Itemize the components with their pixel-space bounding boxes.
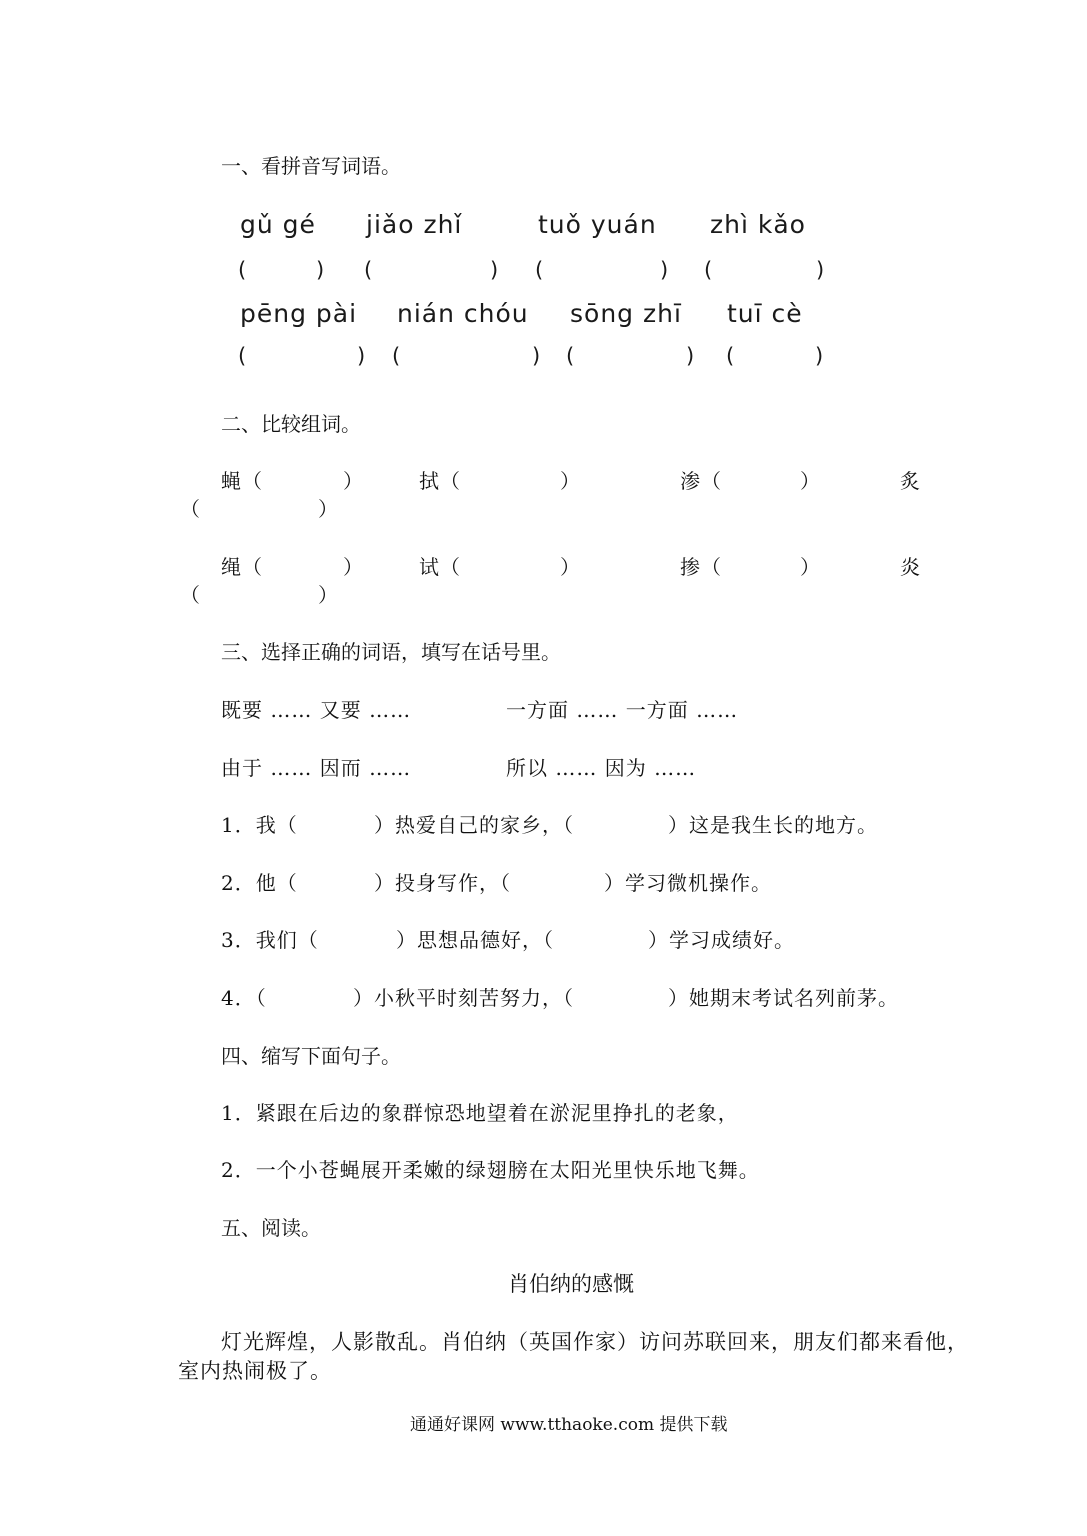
compare-word-3: 渗（	[680, 469, 722, 493]
pinyin-3: tuǒ yuán	[538, 210, 657, 239]
answer-blank-5-close: )	[357, 344, 366, 368]
fill-item-3-end: ）学习成绩好。	[648, 928, 795, 952]
fill-item-2-mid: ）投身写作，（	[374, 871, 511, 895]
compare-word-5: 绳（	[221, 555, 263, 579]
footer-credit: 通通好课网 www.tthaoke.com 提供下载	[410, 1415, 728, 1435]
reading-paragraph-line-1: 灯光辉煌，人影散乱。肖伯纳（英国作家）访问苏联回来，朋友们都来看他，	[221, 1330, 969, 1354]
fill-item-3-start: 3．我们（	[221, 928, 319, 952]
fill-item-1-end: ）这是我生长的地方。	[668, 813, 878, 837]
answer-blank-8-close: )	[815, 344, 824, 368]
answer-blank-6-close: )	[532, 344, 541, 368]
answer-blank-7: (	[566, 344, 575, 368]
pinyin-7: sōng zhī	[570, 299, 682, 328]
answer-blank-8: (	[726, 344, 735, 368]
reading-title: 肖伯纳的感慨	[508, 1272, 634, 1296]
section1-heading: 一、看拼音写词语。	[221, 154, 401, 178]
answer-blank-5: (	[238, 344, 247, 368]
compare-wrap-open: （	[180, 497, 201, 521]
fill-item-2-start: 2．他（	[221, 871, 298, 895]
condense-item-1: 1．紧跟在后边的象群惊恐地望着在淤泥里挣扎的老象，	[221, 1101, 739, 1125]
answer-blank-3: (	[535, 258, 544, 282]
compare-close: ）	[560, 469, 581, 493]
option-3: 由于 …… 因而 ……	[221, 756, 412, 780]
compare-close: ）	[560, 555, 581, 579]
section3-heading: 三、选择正确的词语，填写在话号里。	[221, 640, 561, 664]
fill-item-3-mid: ）思想品德好，（	[396, 928, 554, 952]
answer-blank-4-close: )	[816, 258, 825, 282]
section4-heading: 四、缩写下面句子。	[221, 1044, 401, 1068]
section2-heading: 二、比较组词。	[221, 412, 361, 436]
section5-heading: 五、阅读。	[221, 1216, 321, 1240]
answer-blank-2-close: )	[490, 258, 499, 282]
pinyin-1: gǔ gé	[240, 210, 316, 239]
answer-blank-7-close: )	[686, 344, 695, 368]
condense-item-2: 2．一个小苍蝇展开柔嫩的绿翅膀在太阳光里快乐地飞舞。	[221, 1158, 760, 1182]
compare-word-1: 蝇（	[221, 469, 263, 493]
fill-item-4-mid: ）小秋平时刻苦努力，（	[353, 986, 574, 1010]
fill-item-1-mid: ）热爱自己的家乡，（	[374, 813, 574, 837]
compare-word-2: 拭（	[419, 469, 461, 493]
compare-close: ）	[800, 555, 821, 579]
answer-blank-1-close: )	[316, 258, 325, 282]
compare-close: ）	[343, 555, 364, 579]
option-4: 所以 …… 因为 ……	[506, 756, 697, 780]
answer-blank-4: (	[704, 258, 713, 282]
fill-item-2-end: ）学习微机操作。	[604, 871, 772, 895]
option-1: 既要 …… 又要 ……	[221, 698, 412, 722]
pinyin-2: jiǎo zhǐ	[366, 210, 463, 239]
compare-close: ）	[343, 469, 364, 493]
reading-paragraph-line-2: 室内热闹极了。	[178, 1359, 332, 1383]
compare-word-6: 试（	[419, 555, 461, 579]
pinyin-4: zhì kǎo	[710, 210, 806, 239]
fill-item-4-end: ）她期末考试名列前茅。	[668, 986, 899, 1010]
compare-wrap-close: ）	[318, 497, 339, 521]
option-2: 一方面 …… 一方面 ……	[506, 698, 739, 722]
answer-blank-3-close: )	[660, 258, 669, 282]
compare-word-7: 掺（	[680, 555, 722, 579]
compare-close: ）	[800, 469, 821, 493]
fill-item-1-start: 1．我（	[221, 813, 298, 837]
compare-wrap-close: ）	[318, 583, 339, 607]
answer-blank-2: (	[364, 258, 373, 282]
compare-word-4: 炙	[900, 469, 921, 493]
pinyin-5: pēng pài	[240, 299, 358, 328]
answer-blank-1: (	[238, 258, 247, 282]
fill-item-4-start: 4．（	[221, 986, 267, 1010]
compare-word-8: 炎	[900, 555, 921, 579]
pinyin-6: nián chóu	[397, 299, 529, 328]
compare-wrap-open: （	[180, 583, 201, 607]
pinyin-8: tuī cè	[727, 299, 803, 328]
answer-blank-6: (	[392, 344, 401, 368]
